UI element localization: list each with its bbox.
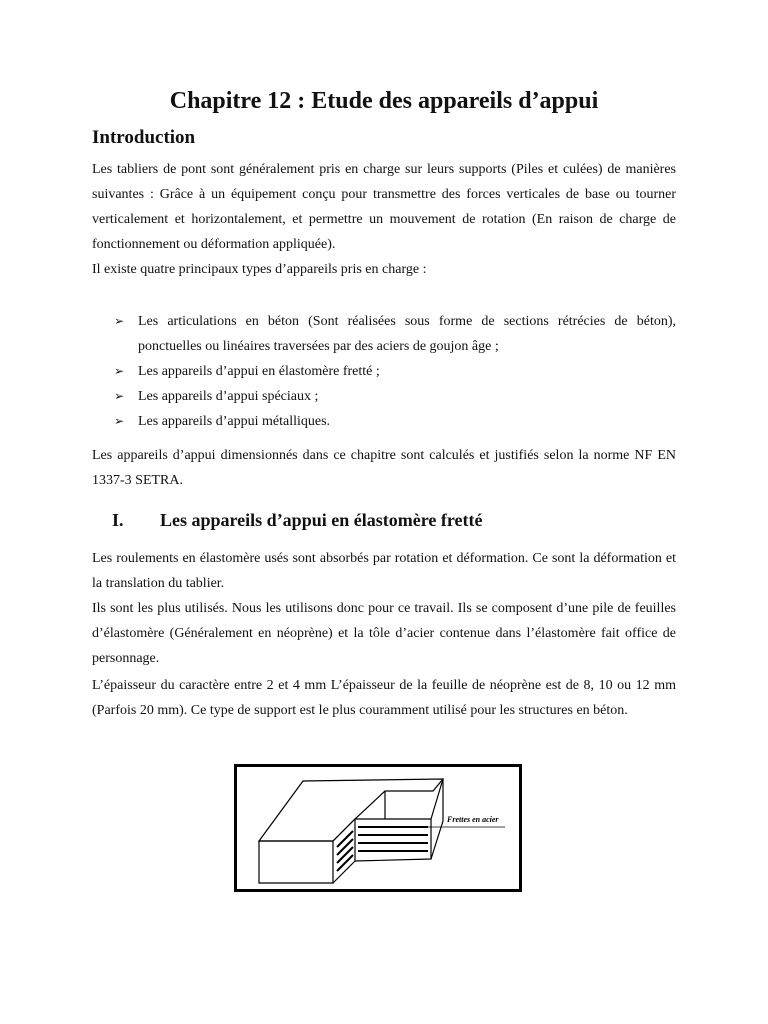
- list-item-text: Les articulations en béton (Sont réalisées sous forme de sections rétrécies de béton), ponctuelles ou linéaires traversées par des aciers de goujon âge ;: [138, 314, 676, 354]
- section-title-text: Les appareils d’appui en élastomère fretté: [160, 510, 483, 530]
- list-item-text: Les appareils d’appui métalliques.: [138, 414, 331, 429]
- bearing-types-list: [92, 309, 676, 434]
- list-item: [92, 309, 676, 359]
- section-paragraph-2: Ils sont les plus utilisés. Nous les utilisons donc pour ce travail. Ils se composent d’une pile de feuilles d’élastomère (Généralement en néoprène) et la tôle d’acier contenue dans l’élastomère fait office de personnage.: [92, 601, 676, 666]
- arrow-bullet-icon: ➢: [114, 389, 125, 403]
- list-item: [92, 359, 676, 384]
- arrow-bullet-icon: ➢: [114, 414, 125, 428]
- page-title: Chapitre 12 : Etude des appareils d’appui: [169, 88, 599, 114]
- figure-label: Frettes en acier: [447, 815, 499, 824]
- section-heading: [112, 507, 482, 533]
- list-item: [92, 384, 676, 409]
- section-paragraph-3: L’épaisseur du caractère entre 2 et 4 mm L’épaisseur de la feuille de néoprène est de 8, 10 ou 12 mm (Parfois 20 mm). Ce type de support est le plus couramment utilisé pour les structures en béton.: [92, 678, 676, 718]
- section-paragraph-1: Les roulements en élastomère usés sont absorbés par rotation et déformation. Ce sont la déformation et la translation du tablier.: [92, 551, 676, 591]
- elastomer-bearing-figure: [234, 764, 522, 892]
- intro-paragraph-3: Les appareils d’appui dimensionnés dans ce chapitre sont calculés et justifiés selon la norme NF EN 1337-3 SETRA.: [92, 448, 676, 488]
- intro-heading: Introduction: [92, 127, 196, 148]
- list-item-text: Les appareils d’appui spéciaux ;: [138, 389, 319, 404]
- section-number: I.: [112, 510, 124, 530]
- intro-paragraph-2: Il existe quatre principaux types d’appareils pris en charge :: [92, 262, 427, 277]
- arrow-bullet-icon: ➢: [114, 314, 125, 328]
- arrow-bullet-icon: ➢: [114, 364, 125, 378]
- list-item-text: Les appareils d’appui en élastomère fretté ;: [138, 364, 380, 379]
- list-item: [92, 409, 676, 434]
- elastomer-bearing-drawing: [237, 767, 519, 889]
- intro-paragraph-1: Les tabliers de pont sont généralement pris en charge sur leurs supports (Piles et culées) de manières suivantes : Grâce à un équipement conçu pour transmettre des forces verticales de base ou tourner verticalement et horizontalement, et permettre un mouvement de rotation (En raison de charge de fonctionnement ou déformation appliquée).: [92, 162, 676, 252]
